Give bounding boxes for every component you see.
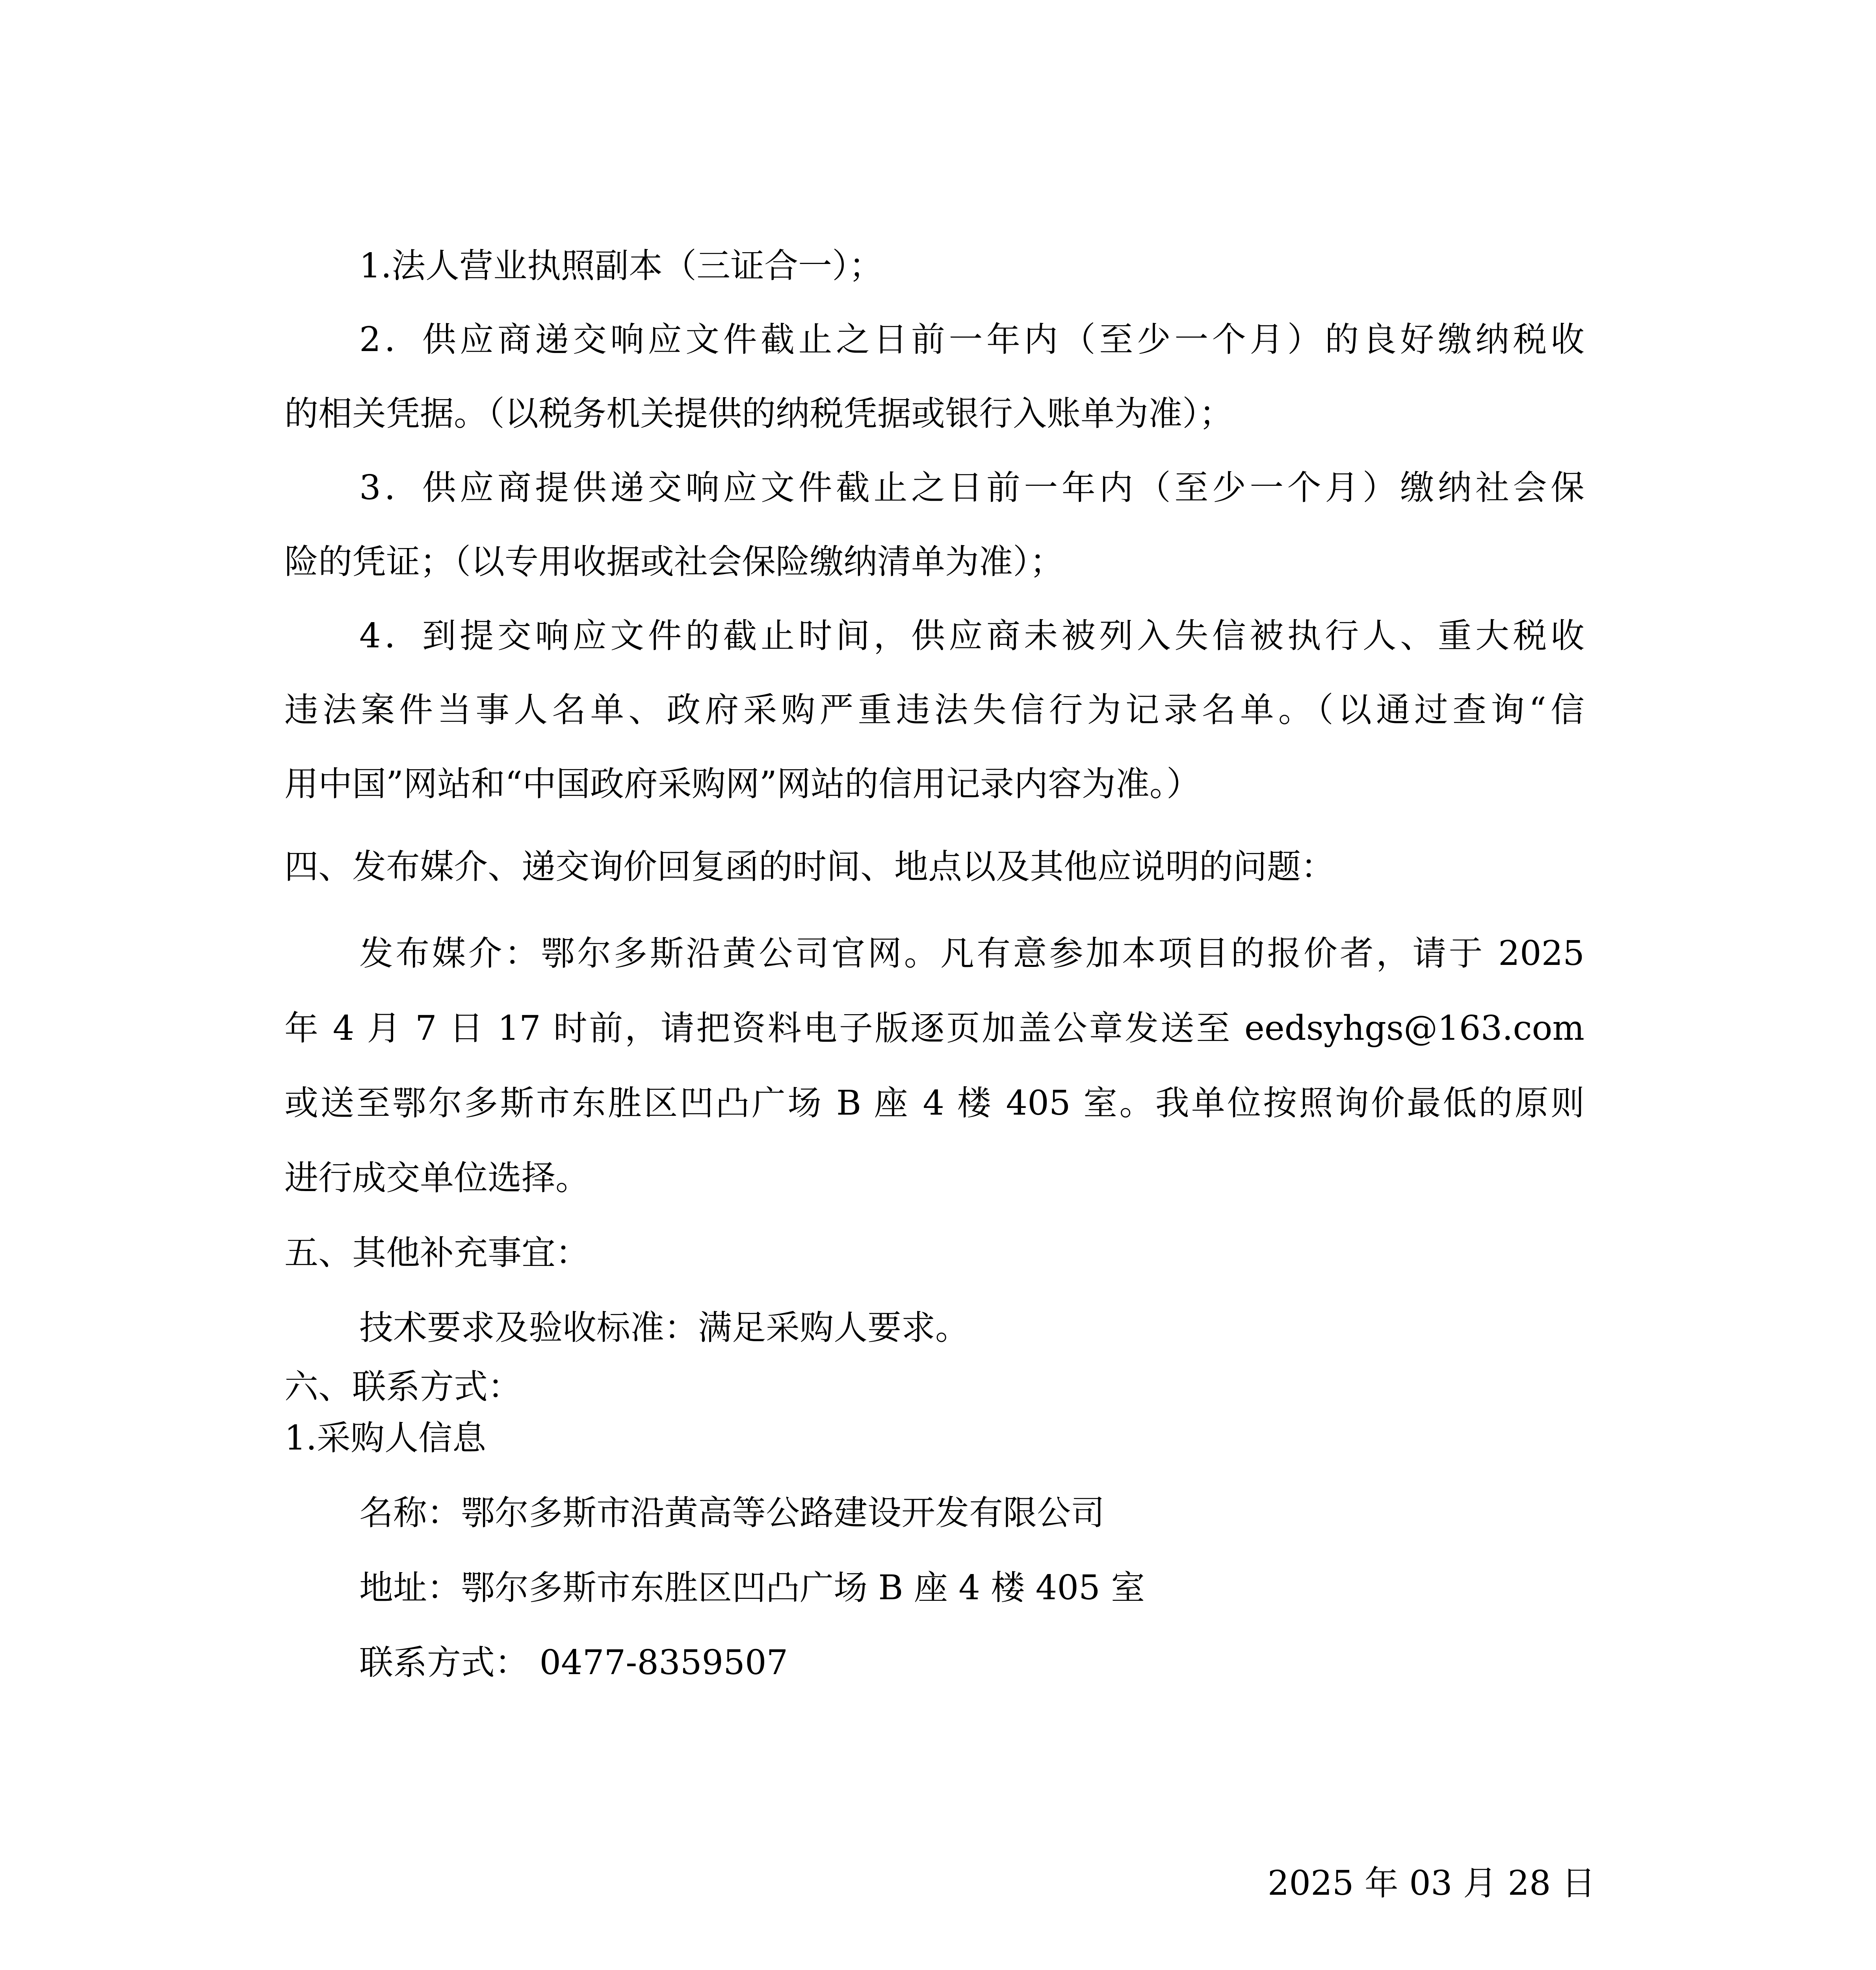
section-5-para: 技术要求及验收标准：满足采购人要求。 [359, 1308, 969, 1347]
section-4-para-line-3: 或送至鄂尔多斯市东胜区凹凸广场 B 座 4 楼 405 室。我单位按照询价最低的原则 [284, 1084, 1584, 1123]
section-4-para-line-1: 发布媒介：鄂尔多斯沿黄公司官网。凡有意参加本项目的报价者，请于 2025 [359, 934, 1584, 973]
purchaser-address: 地址：鄂尔多斯市东胜区凹凸广场 B 座 4 楼 405 室 [359, 1568, 1145, 1608]
section-6-sub-heading: 1.采购人信息 [284, 1418, 487, 1458]
purchaser-phone: 联系方式： 0477-8359507 [359, 1643, 788, 1682]
document-date: 2025 年 03 月 28 日 [1267, 1864, 1596, 1903]
requirement-item-4-line-2: 违法案件当事人名单、政府采购严重违法失信行为记录名单。（以通过查询“信 [284, 690, 1584, 730]
requirement-item-3-line-1: 3．供应商提供递交响应文件截止之日前一年内（至少一个月）缴纳社会保 [359, 468, 1584, 507]
section-4-heading: 四、发布媒介、递交询价回复函的时间、地点以及其他应说明的问题： [284, 847, 1335, 886]
requirement-item-2-line-1: 2．供应商递交响应文件截止之日前一年内（至少一个月）的良好缴纳税收 [359, 320, 1584, 359]
requirement-item-4-line-3: 用中国”网站和“中国政府采购网”网站的信用记录内容为准。） [284, 764, 1200, 804]
purchaser-name: 名称：鄂尔多斯市沿黄高等公路建设开发有限公司 [359, 1493, 1105, 1533]
section-5-heading: 五、其他补充事宜： [284, 1233, 589, 1273]
section-6-heading: 六、联系方式： [284, 1367, 522, 1407]
requirement-item-1: 1.法人营业执照副本（三证合一）； [359, 246, 883, 286]
section-4-para-line-4: 进行成交单位选择。 [284, 1158, 589, 1198]
requirement-item-4-line-1: 4．到提交响应文件的截止时间，供应商未被列入失信被执行人、重大税收 [359, 616, 1584, 656]
requirement-item-3-line-2: 险的凭证；（以专用收据或社会保险缴纳清单为准）； [284, 542, 1064, 582]
requirement-item-2-line-2: 的相关凭据。（以税务机关提供的纳税凭据或银行入账单为准）； [284, 394, 1233, 433]
section-4-para-line-2: 年 4 月 7 日 17 时前，请把资料电子版逐页加盖公章发送至 eedsyhgs@163.com [284, 1009, 1584, 1048]
